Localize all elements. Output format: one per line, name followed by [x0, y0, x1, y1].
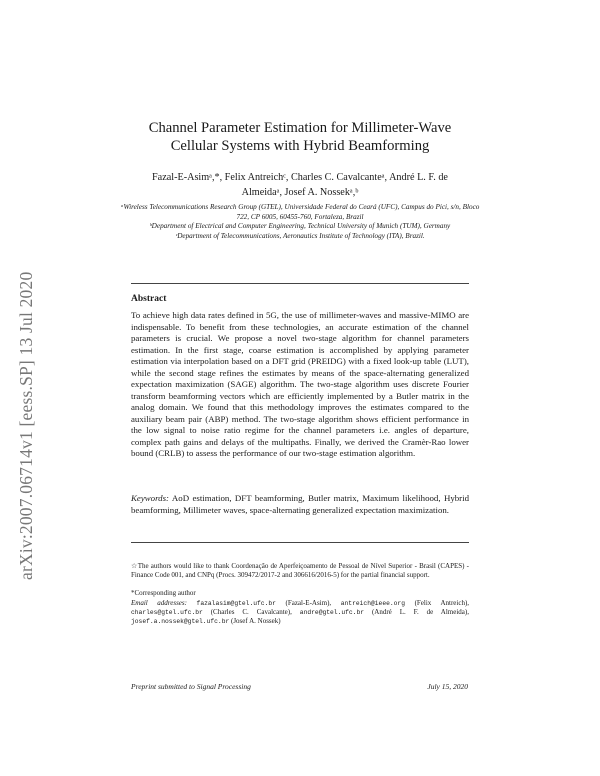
preprint-note: Preprint submitted to Signal Processing — [131, 682, 251, 691]
keywords-text: AoD estimation, DFT beamforming, Butler matrix, Maximum likelihood, Hybrid beamforming, Millimeter waves, space-alternating generalized expectation maximization. — [131, 493, 469, 515]
email-owner: (Charles C. Cavalcante), — [210, 608, 292, 616]
email-address[interactable]: josef.a.nossek@gtel.ufc.br — [131, 618, 230, 625]
author-list — [110, 170, 490, 200]
arxiv-identifier: arXiv:2007.06714v1 [eess.SP] 13 Jul 2020 — [16, 271, 36, 580]
abstract-bottom-rule — [131, 542, 469, 543]
email-address[interactable]: fazalasim@gtel.ufc.br — [196, 600, 276, 607]
title-line-2: Cellular Systems with Hybrid Beamforming — [170, 138, 430, 154]
email-address[interactable]: andre@gtel.ufc.br — [299, 609, 365, 616]
keywords-label: Keywords: — [131, 493, 169, 503]
corresponding-author-footnote: *Corresponding author — [131, 589, 196, 597]
abstract-heading: Abstract — [131, 294, 167, 304]
email-owner: (Fazal-E-Asim), — [285, 599, 332, 607]
email-owner: (André L. F. de Almeida), — [371, 608, 469, 616]
title-line-1: Channel Parameter Estimation for Millimeter-Wave — [148, 120, 452, 136]
affiliation-b: ᵇDepartment of Electrical and Computer Engineering, Technical University of Munich (TUM), Germany — [149, 222, 451, 231]
funding-footnote: ☆The authors would like to thank Coordenação de Aperfeiçoamento de Pessoal de Nível Superior - Brasil (CAPES) - Finance Code 001, and CNPq (Procs. 309472/2017-2 and 306616/2016-5) for the partial financial support. — [131, 562, 469, 579]
authors-line-2: Almeidaᵃ, Josef A. Nossekᵃ,ᵇ — [241, 187, 359, 198]
paper-title — [100, 119, 500, 155]
footer-date: July 15, 2020 — [427, 682, 468, 691]
email-owner: (Josef A. Nossek) — [231, 617, 281, 625]
keywords — [131, 493, 469, 516]
authors-line-1: Fazal-E-Asimᵃ,*, Felix Antreichᶜ, Charles C. Cavalcanteᵃ, André L. F. de — [152, 172, 448, 183]
affiliation-a: ᵃWireless Telecommunications Research Group (GTEL), Universidade Federal do Ceará (UFC), Campus do Pici, s/n, Bloco 722, CP 6005, 60455-760, Fortaleza, Brazil — [120, 203, 480, 221]
email-label: Email addresses: — [131, 599, 187, 607]
email-owner: (Felix Antreich), — [414, 599, 470, 607]
arxiv-stamp — [16, 190, 44, 580]
affiliation-c: ᶜDepartment of Telecommunications, Aeronautics Institute of Technology (ITA), Brazil. — [175, 231, 425, 240]
email-address[interactable]: antreich@ieee.org — [340, 600, 405, 607]
abstract-body: To achieve high data rates defined in 5G, the use of millimeter-waves and massive-MIMO are indispensable. To benefit from these technologies, an accurate estimation of the channel parameters is crucial. We propose a novel two-stage algorithm for channel parameters estimation. In the first stage, coarse estimation is accomplished by applying parameter estimation via interpolation based on a DFT grid (PREIDG) with a fixed look-up table (LUT), while the second stage refines the estimates by means of the space-alternating generalized expectation maximization (SAGE) algorithm. The two-stage algorithm uses discrete Fourier transform beamforming vectors which are efficiently implemented by a Butler matrix in the analog domain. We found that this methodology improves the estimates compared to the auxiliary beam pair (ABP) method. The two-stage algorithm shows efficient performance in the low signal to noise ratio regime for the channel parameters i.e. angles of departure, complex path gains and delays of the multipaths. Finally, we derived the Cramèr-Rao lower bound (CRLB) to assess the performance of our two-stage estimation algorithm. — [131, 310, 469, 458]
email-footnote — [131, 599, 469, 626]
abstract-top-rule — [131, 283, 469, 284]
affiliations — [118, 203, 482, 241]
email-address[interactable]: charles@gtel.ufc.br — [131, 609, 203, 616]
